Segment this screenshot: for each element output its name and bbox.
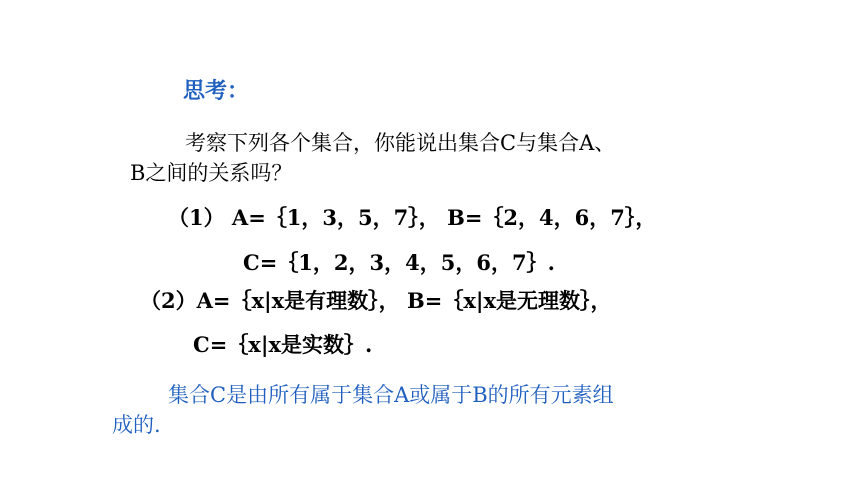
conclusion-line-2: 成的. <box>112 413 161 437</box>
question-line-2: B之间的关系吗？ <box>130 161 293 185</box>
heading-think: 思考： <box>183 78 250 104</box>
example-2-sets-a-b: （2）A=｛x|x是有理数｝， B=｛x|x是无理数｝， <box>140 288 612 313</box>
question-line-1: 考察下列各个集合，你能说出集合C与集合A、 <box>185 131 616 155</box>
example-1-set-c: C=｛1，2，3，4，5，6，7｝. <box>243 250 555 275</box>
conclusion-line-1: 集合C是由所有属于集合A或属于B的所有元素组 <box>168 383 614 407</box>
example-1-sets-a-b: （1） A=｛1，3，5，7｝， B=｛2，4，6，7｝， <box>168 205 657 230</box>
example-2-set-c: C=｛x|x是实数｝. <box>193 332 373 357</box>
